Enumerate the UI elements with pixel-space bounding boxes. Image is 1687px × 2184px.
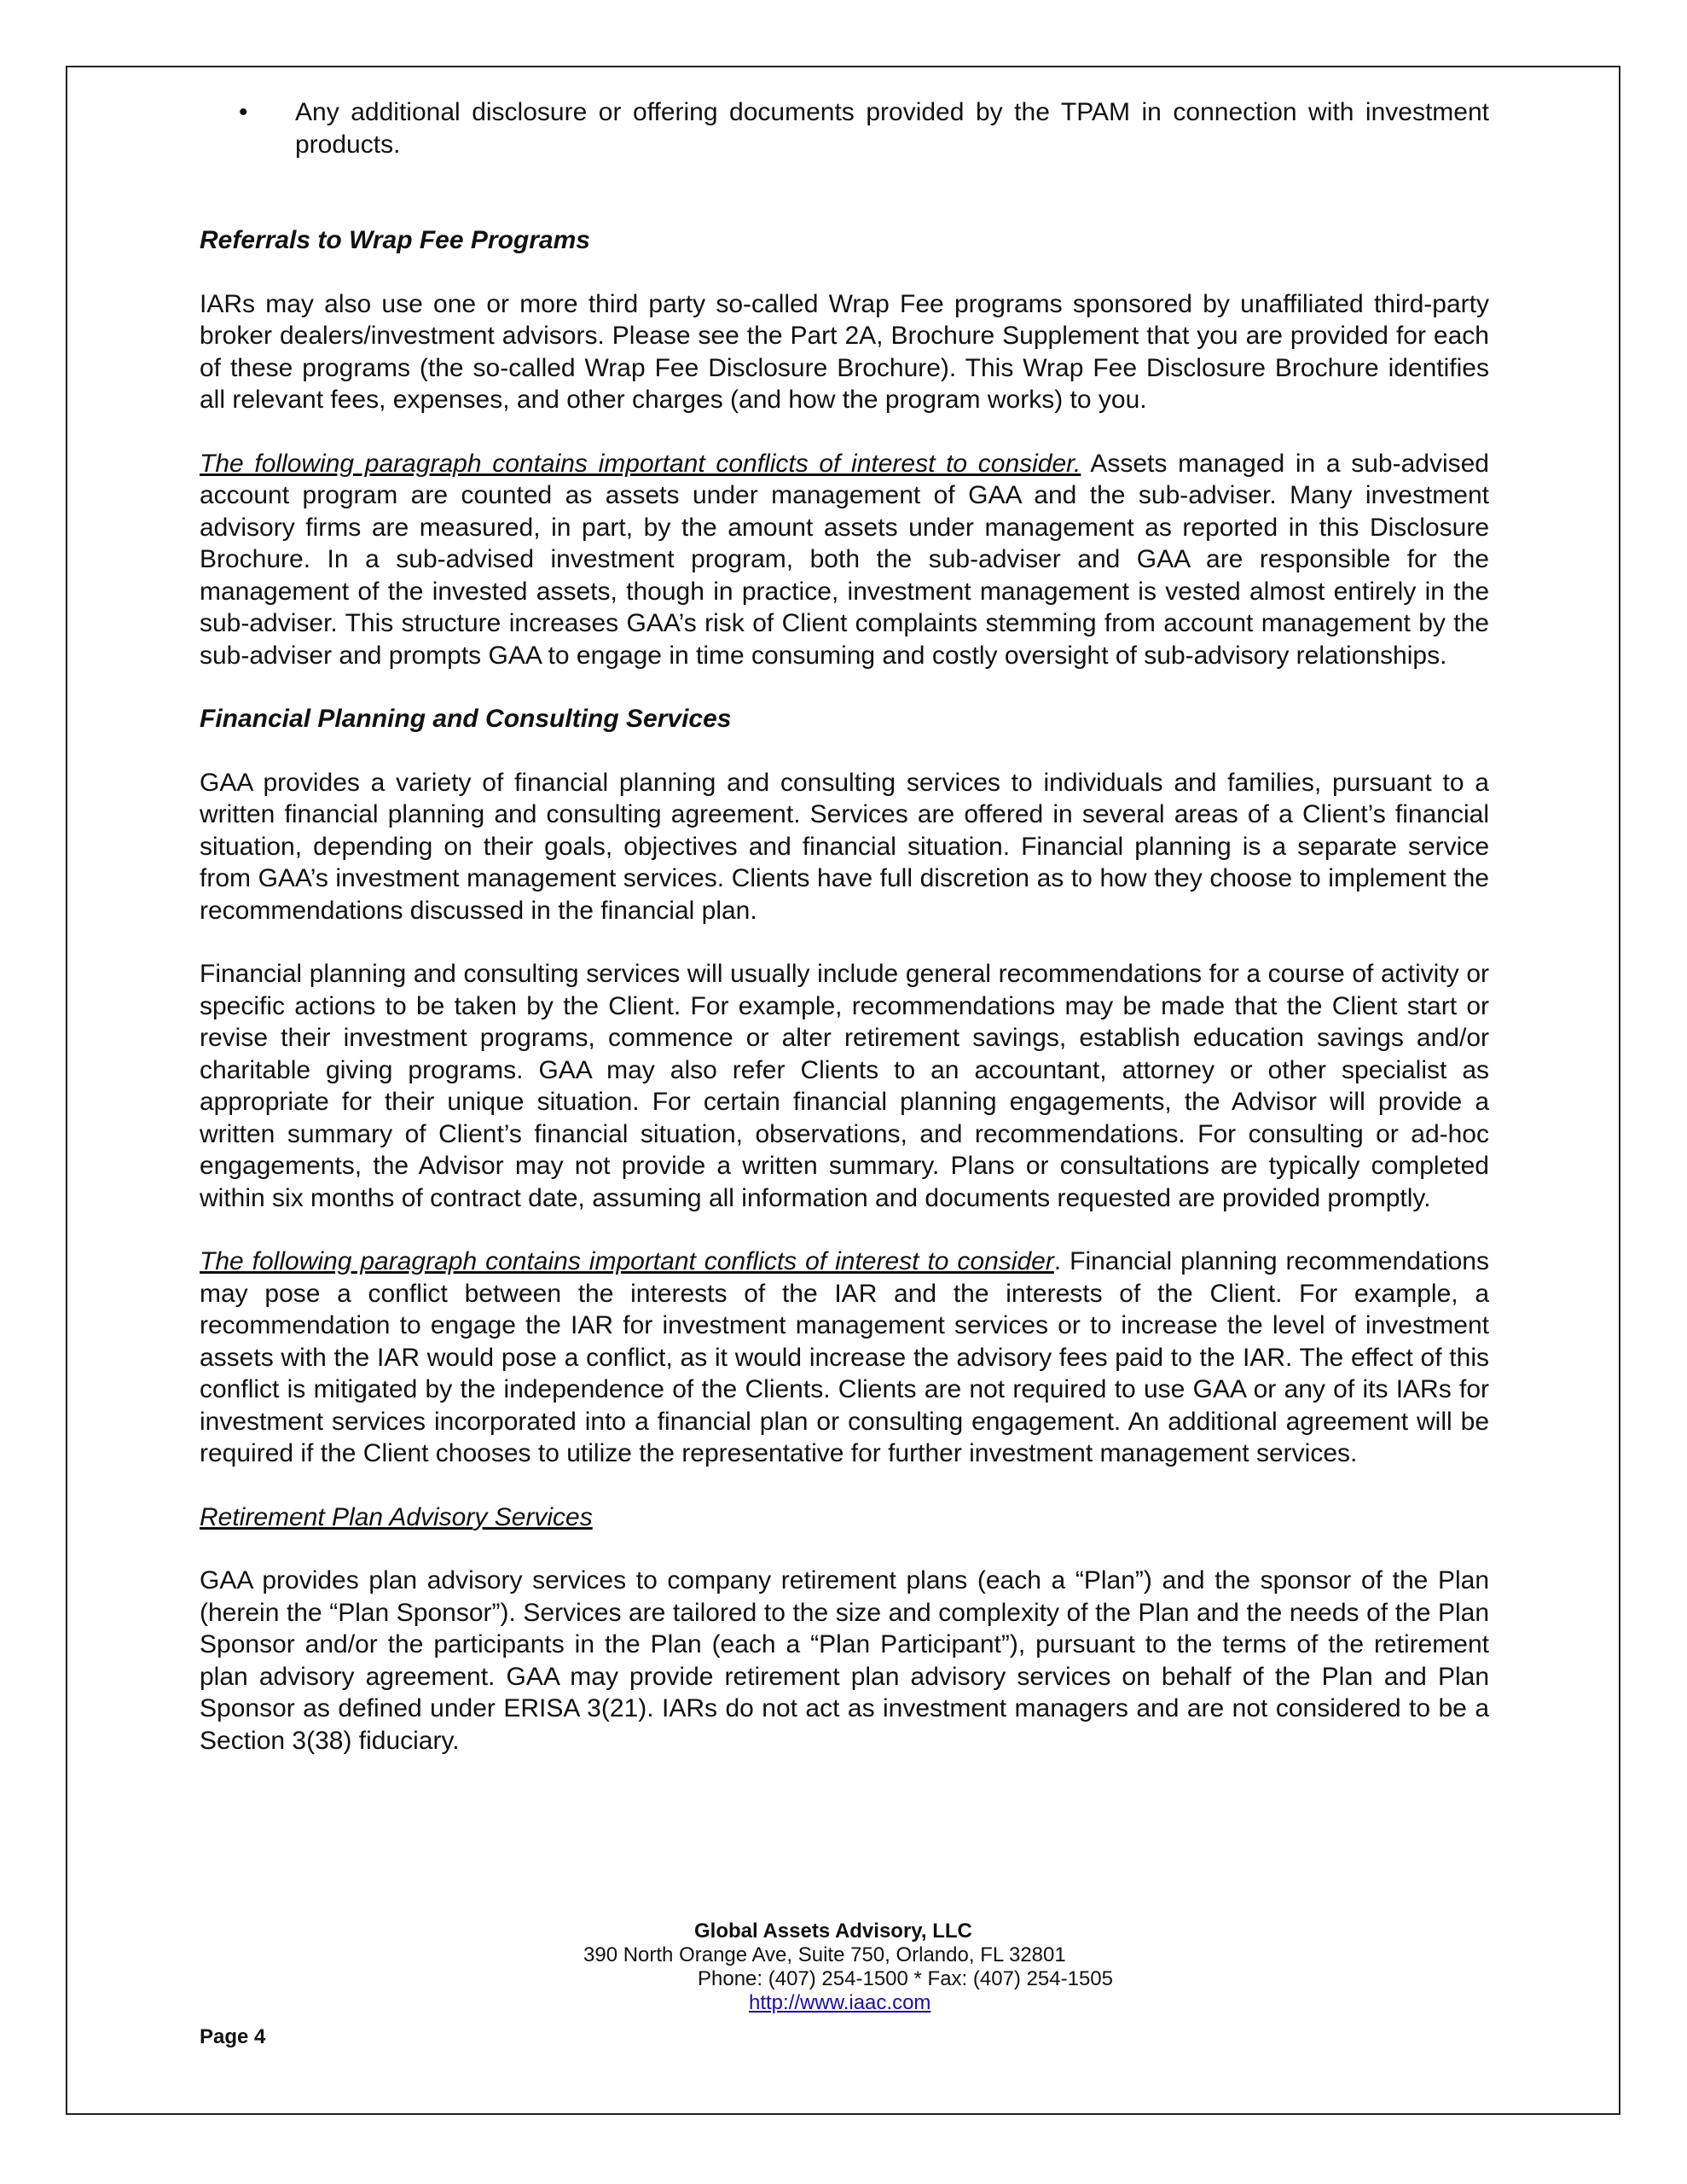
section-heading-wrap-fee: Referrals to Wrap Fee Programs [200, 226, 590, 254]
footer-address: 390 North Orange Ave, Suite 750, Orlando, FL 32801 [583, 1943, 1066, 1966]
page-number: Page 4 [200, 2025, 266, 2048]
bullet-icon: • [239, 98, 248, 126]
financial-planning-paragraph-2: Financial planning and consulting services will usually include general recommendations for a course of activity or specific actions to be taken by the Client. For example, recommendations may be made that the Client start or revise their investment programs, commence or alter retirement savings, establish education savings and/or charitable giving programs. GAA may also refer Clients to an accountant, attorney or other specialist as appropriate for their unique situation. For certain financial planning engagements, the Advisor will provide a written summary of Client’s financial situation, observations, and recommendations. For consulting or ad-hoc engagements, the Advisor may not provide a written summary. Plans or consultations are typically completed within six months of contract date, assuming all information and documents requested are provided promptly. [200, 960, 1489, 1212]
financial-planning-paragraph-1: GAA provides a variety of financial planning and consulting services to individuals and families, pursuant to a written financial planning and consulting agreement. Services are offered in several areas of a Client’s financial situation, depending on their goals, objectives and financial situation. Financial planning is a separate service from GAA’s investment management services. Clients have full discretion as to how they choose to implement the recommendations discussed in the financial plan. [200, 768, 1489, 925]
section-heading-financial-planning: Financial Planning and Consulting Services [200, 705, 732, 733]
conflict-paragraph-2 [200, 1246, 1489, 1470]
section-heading-retirement-plan: Retirement Plan Advisory Services [200, 1502, 593, 1531]
document-body [200, 96, 1489, 1757]
footer-company: Global Assets Advisory, LLC [694, 1920, 972, 1943]
conflict-lead-2: The following paragraph contains important conflicts of interest to consider [200, 1247, 1054, 1275]
bullet-item [239, 96, 1489, 160]
footer-website-link[interactable]: http://www.iaac.com [749, 1991, 931, 2014]
conflict-paragraph-1 [200, 448, 1489, 672]
retirement-plan-paragraph: GAA provides plan advisory services to company retirement plans (each a “Plan”) and the sponsor of the Plan (herein the “Plan Sponsor”). Services are tailored to the size and complexity of the Plan and the needs of the Plan Sponsor and/or the participants in the Plan (each a “Plan Participant”), pursuant to the terms of the retirement plan advisory agreement. GAA may provide retirement plan advisory services on behalf of the Plan and Plan Sponsor as defined under ERISA 3(21). IARs do not act as investment managers and are not considered to be a Section 3(38) fiduciary. [200, 1566, 1489, 1755]
footer-phone: Phone: (407) 254-1500 * Fax: (407) 254-1505 [698, 1967, 1113, 1990]
conflict-text-2: . Financial planning recommendations may pose a conflict between the interests of the IAR and the interests of the Client. For example, a recommendation to engage the IAR for investment management services or to increase the level of investment assets with the IAR would pose a conflict, as it would increase the advisory fees paid to the IAR. The effect of this conflict is mitigated by the independence of the Clients. Clients are not required to use GAA or any of its IARs for investment services incorporated into a financial plan or consulting engagement. An additional agreement will be required if the Client chooses to utilize the representative for further investment management services. [200, 1247, 1489, 1467]
bullet-text: Any additional disclosure or offering documents provided by the TPAM in connection with investment products. [295, 98, 1489, 159]
conflict-lead-1: The following paragraph contains important conflicts of interest to consider. [200, 449, 1081, 478]
conflict-text-1: Assets managed in a sub-advised account program are counted as assets under management of GAA and the sub-adviser. Many investment advisory firms are measured, in part, by the amount assets under management as reported in this Disclosure Brochure. In a sub-advised investment program, both the sub-adviser and GAA are responsible for the management of the invested assets, though in practice, investment management is vested almost entirely in the sub-adviser. This structure increases GAA’s risk of Client complaints stemming from account management by the sub-adviser and prompts GAA to engage in time consuming and costly oversight of sub-advisory relationships. [200, 449, 1489, 670]
wrap-fee-paragraph: IARs may also use one or more third party so-called Wrap Fee programs sponsored by unaffiliated third-party broker dealers/investment advisors. Please see the Part 2A, Brochure Supplement that you are provided for each of these programs (the so-called Wrap Fee Disclosure Brochure). This Wrap Fee Disclosure Brochure identifies all relevant fees, expenses, and other charges (and how the program works) to you. [200, 289, 1489, 414]
